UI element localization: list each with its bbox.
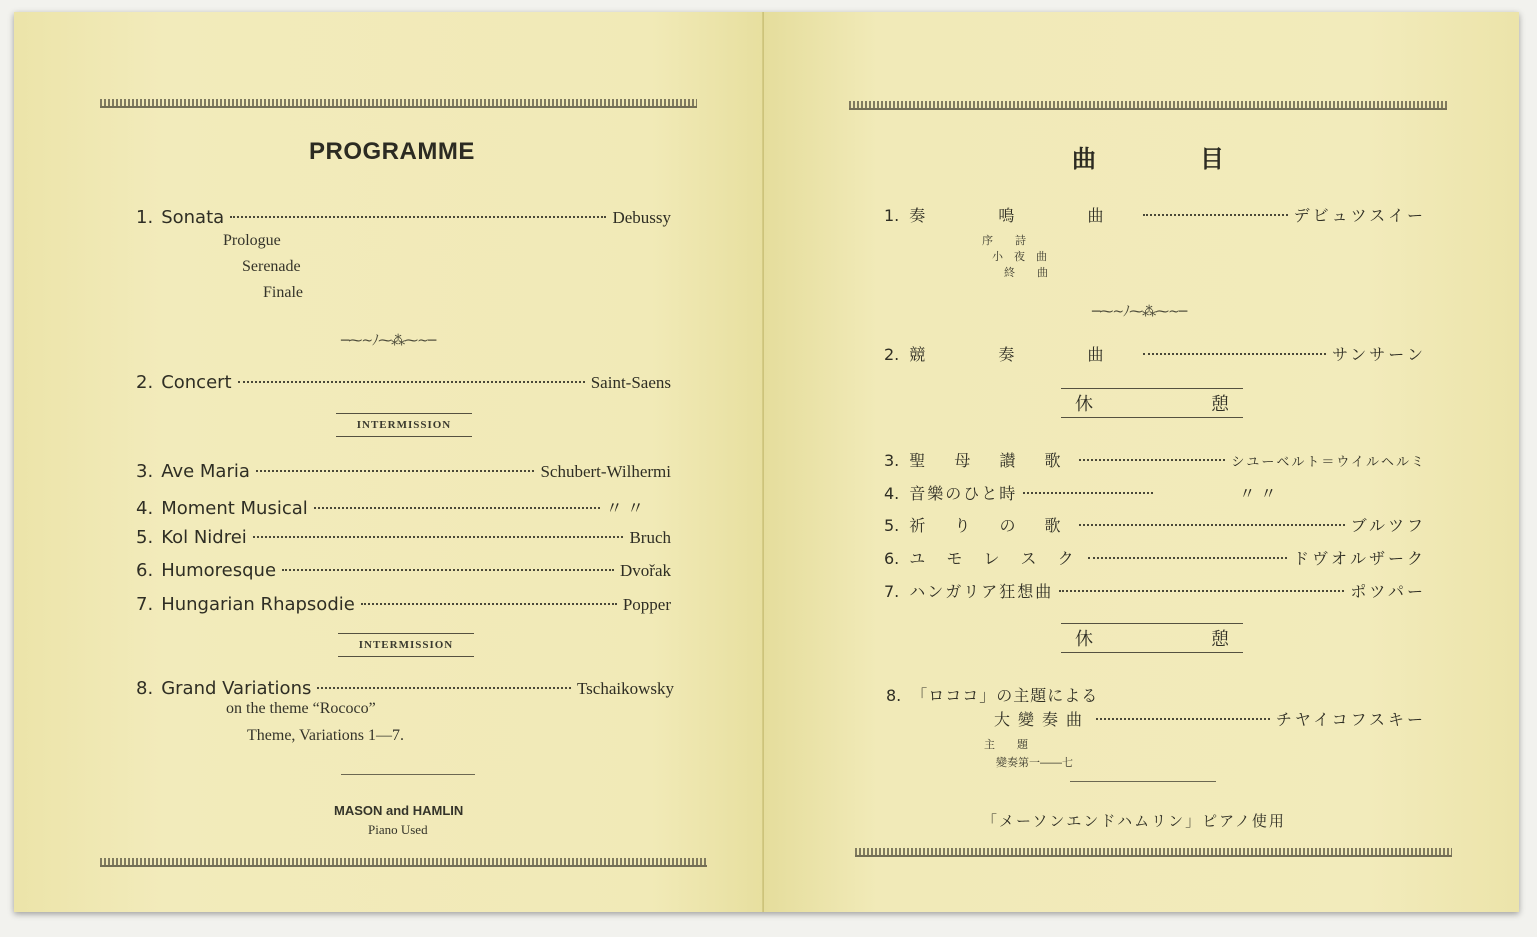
top-rule-left: [100, 99, 697, 108]
programme-item-8: [136, 678, 674, 699]
piano-maker: MASON and HAMLIN: [334, 803, 464, 818]
item-8-theme: on the theme “Rococo”: [226, 700, 376, 717]
movement-3: 終 曲: [1004, 266, 1048, 279]
item-composer: Tschaikowsky: [576, 679, 674, 698]
item-title-2: 大變奏曲: [994, 710, 1091, 729]
programme-booklet: [14, 12, 1519, 912]
item-title: 祈 り の 歌: [909, 516, 1073, 535]
item-composer: ブルツフ: [1350, 516, 1426, 535]
dot-leader: [314, 507, 600, 509]
item-composer: 〃 〃: [605, 499, 644, 518]
ornament-divider: ─⁓~ﾉ⁓⁂⁓~─: [341, 333, 436, 349]
dot-leader: [317, 687, 571, 689]
item-title: 競 奏 曲: [909, 345, 1138, 364]
dot-leader: [253, 536, 624, 538]
jp-item-7: [884, 579, 1426, 602]
item-title: Moment Musical: [161, 498, 308, 519]
dot-leader: [238, 381, 585, 383]
item-8-theme: 主 題: [984, 738, 1028, 751]
dot-leader: [1079, 459, 1226, 461]
dot-leader: [230, 216, 606, 218]
item-composer: 〃 〃: [1239, 484, 1277, 503]
divider-line: [1070, 781, 1216, 782]
item-8-variations: Theme, Variations 1—7.: [247, 727, 405, 744]
programme-item-7: [136, 594, 671, 615]
item-number: 2.: [136, 372, 154, 393]
movement-2: 小 夜 曲: [992, 250, 1047, 263]
jp-item-8-line-2: [994, 707, 1426, 730]
rest-label: [1061, 623, 1243, 653]
item-title: 聖 母 讃 歌: [909, 451, 1073, 470]
dot-leader: [1023, 492, 1153, 494]
jp-item-5: [884, 513, 1426, 536]
page-title: PROGRAMME: [309, 138, 475, 165]
dot-leader: [1088, 557, 1287, 559]
ornament-divider: ─⁓~ﾉ⁓⁂⁓~─: [1092, 304, 1187, 320]
item-number: 6.: [136, 560, 154, 581]
jp-item-6: [884, 546, 1426, 569]
dot-leader: [282, 569, 614, 571]
intermission-label: INTERMISSION: [338, 633, 474, 657]
item-composer: Dvořak: [620, 561, 671, 580]
dot-leader: [1143, 353, 1326, 355]
item-title: ユ モ レ ス ク: [909, 549, 1082, 568]
item-number: 8.: [886, 686, 902, 705]
item-number: 4.: [136, 498, 154, 519]
item-title: Concert: [161, 372, 232, 393]
programme-item-5: [136, 527, 671, 548]
movement-finale: Finale: [263, 284, 303, 301]
page-title-kyoku: 曲: [1072, 146, 1097, 173]
item-title: ハンガリア狂想曲: [909, 582, 1054, 601]
item-composer: Saint-Saens: [590, 373, 671, 392]
piano-used-note: 「メーソンエンドハムリン」ピアノ使用: [982, 812, 1286, 830]
item-composer: シユーベルト＝ウイルヘルミ: [1231, 455, 1426, 470]
item-number: 7.: [136, 594, 154, 615]
dot-leader: [1079, 524, 1345, 526]
item-number: 3.: [884, 451, 900, 470]
top-rule-right: [849, 101, 1447, 110]
item-composer: サンサーン: [1332, 345, 1426, 364]
item-composer: Debussy: [612, 208, 671, 227]
rest-char-1: 休: [1075, 629, 1093, 650]
jp-item-4: [884, 481, 1426, 504]
dot-leader: [1143, 214, 1287, 216]
item-title: Humoresque: [161, 560, 277, 581]
jp-item-1: [884, 203, 1426, 226]
piano-used-note: Piano Used: [368, 822, 428, 837]
item-composer: デビュツスイー: [1293, 206, 1426, 225]
item-composer: Popper: [622, 595, 671, 614]
item-number: 7.: [884, 582, 900, 601]
item-number: 1.: [136, 207, 154, 228]
intermission-label: INTERMISSION: [336, 413, 472, 437]
dot-leader: [1096, 718, 1270, 720]
left-page: [14, 12, 764, 912]
programme-item-6: [136, 560, 671, 581]
movement-prologue: Prologue: [223, 232, 281, 249]
item-number: 1.: [884, 206, 900, 225]
item-composer: ドヴオルザーク: [1292, 549, 1426, 568]
jp-item-3: [884, 448, 1426, 471]
item-composer: チヤイコフスキー: [1275, 710, 1426, 729]
item-number: 5.: [136, 527, 154, 548]
dot-leader: [361, 603, 617, 605]
jp-item-8-line-1: [886, 683, 1098, 706]
rest-label: [1061, 388, 1243, 418]
rest-char-2: 憩: [1211, 394, 1229, 415]
item-title: Grand Variations: [161, 678, 312, 699]
item-title: 音樂のひと時: [909, 484, 1018, 503]
programme-item-2: [136, 372, 671, 393]
dot-leader: [256, 470, 535, 472]
programme-item-4: [136, 494, 644, 519]
item-number: 4.: [884, 484, 900, 503]
item-number: 3.: [136, 461, 154, 482]
item-composer: Bruch: [629, 528, 671, 547]
rest-char-1: 休: [1075, 394, 1093, 415]
item-title: Sonata: [161, 207, 225, 228]
item-title: Kol Nidrei: [161, 527, 247, 548]
item-title: Hungarian Rhapsodie: [161, 594, 355, 615]
item-number: 2.: [884, 345, 900, 364]
bottom-rule-left: [100, 858, 707, 867]
item-composer: Schubert-Wilhermi: [540, 462, 671, 481]
item-title: 奏 鳴 曲: [909, 206, 1138, 225]
item-8-variations: 變奏第一――七: [996, 756, 1073, 769]
programme-item-1: [136, 207, 671, 228]
item-composer: ポツパー: [1350, 582, 1426, 601]
item-title: Ave Maria: [161, 461, 250, 482]
bottom-rule-right: [855, 848, 1452, 857]
right-page: [764, 12, 1519, 912]
divider-line: [341, 774, 475, 775]
page-title-moku: 目: [1200, 146, 1225, 173]
item-title: 「ロココ」の主題による: [911, 686, 1099, 705]
movement-1: 序 詩: [982, 234, 1026, 247]
rest-char-2: 憩: [1211, 629, 1229, 650]
item-number: 5.: [884, 516, 900, 535]
movement-serenade: Serenade: [242, 258, 301, 275]
item-number: 6.: [884, 549, 900, 568]
dot-leader: [1059, 590, 1344, 592]
programme-item-3: [136, 461, 671, 482]
jp-item-2: [884, 342, 1426, 365]
item-number: 8.: [136, 678, 154, 699]
